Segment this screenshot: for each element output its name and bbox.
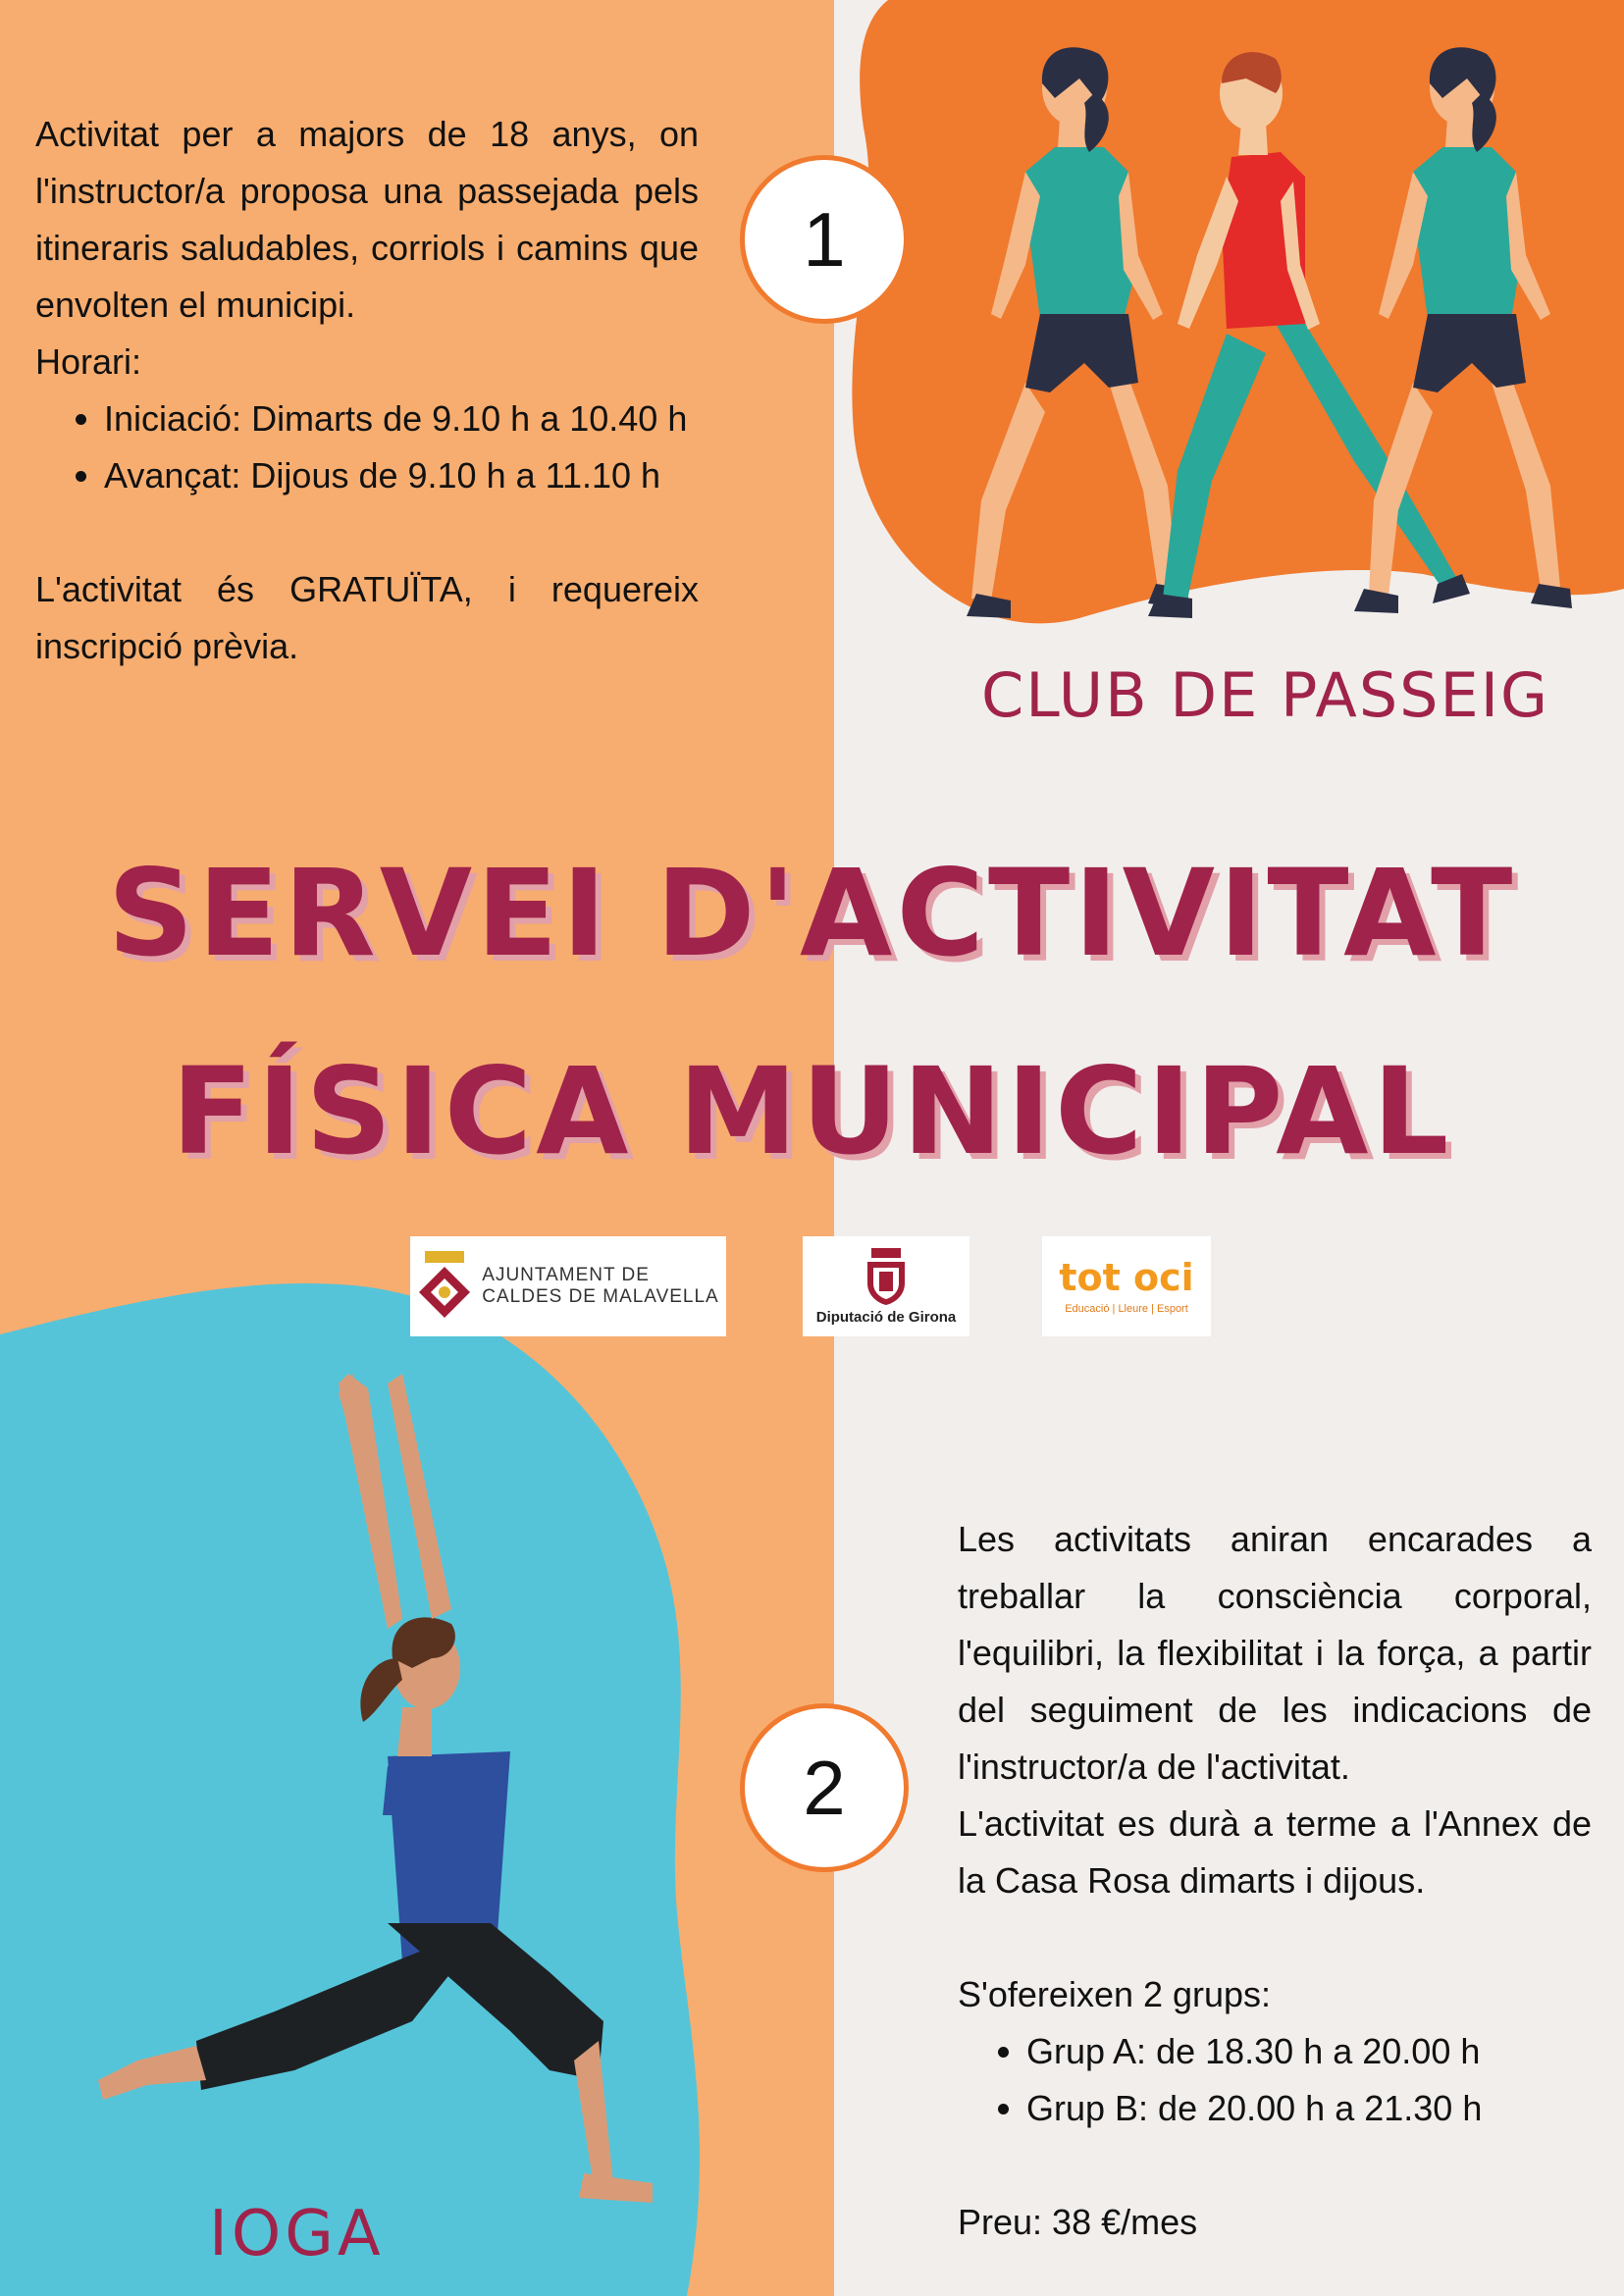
schedule-label: Horari:	[35, 341, 142, 382]
club-passeig-note: L'activitat és GRATUÏTA, i requereix inscripció prèvia.	[35, 569, 699, 666]
ioga-title: IOGA	[209, 2198, 385, 2270]
diputacio-crest-icon	[864, 1248, 909, 1305]
ioga-intro: Les activitats aniran encarades a treballar la consciència corporal, l'equilibri, la flexibilitat i la força, a partir del seguiment de les indicacions de l'instructor/a de l'activitat.	[958, 1519, 1592, 1787]
ajuntament-logo	[410, 1236, 726, 1336]
club-passeig-title: CLUB DE PASSEIG	[981, 659, 1550, 731]
list-item: • Iniciació: Dimarts de 9.10 h a 10.40 h	[104, 391, 699, 447]
ajuntament-line1: AJUNTAMENT DE	[482, 1265, 650, 1285]
list-item: • Grup B: de 20.00 h a 21.30 h	[1026, 2080, 1592, 2137]
list-item: • Avançat: Dijous de 9.10 h a 11.10 h	[104, 447, 699, 504]
totoci-tagline: Educació | Lleure | Esport	[1065, 1303, 1188, 1315]
main-title-line1: SERVEI D'ACTIVITAT	[107, 844, 1517, 983]
ajuntament-line2: CALDES DE MALAVELLA	[482, 1286, 719, 1307]
totoci-logo	[1042, 1236, 1211, 1336]
main-title-line2: FÍSICA MUNICIPAL	[171, 1042, 1453, 1181]
club-passeig-intro: Activitat per a majors de 18 anys, on l'instructor/a proposa una passejada pels itineraris saludables, corriols i camins que envolten el municipi.	[35, 114, 699, 325]
ioga-description	[958, 1511, 1592, 2251]
club-passeig-description	[35, 106, 699, 675]
groups-label: S'ofereixen 2 grups:	[958, 1974, 1272, 2014]
step-badge-2: 2	[740, 1703, 909, 1872]
step-badge-1: 1	[740, 155, 909, 324]
groups-list	[958, 2023, 1592, 2137]
ioga-location: L'activitat es durà a terme a l'Annex de la Casa Rosa dimarts i dijous.	[958, 1803, 1592, 1901]
ioga-price: Preu: 38 €/mes	[958, 2202, 1198, 2242]
schedule-list	[35, 391, 699, 504]
diputacio-name: Diputació de Girona	[815, 1308, 957, 1326]
ajuntament-crest-icon	[417, 1249, 472, 1324]
totoci-name: tot oci	[1059, 1256, 1194, 1299]
list-item: • Grup A: de 18.30 h a 20.00 h	[1026, 2023, 1592, 2080]
diputacio-logo	[803, 1236, 969, 1336]
